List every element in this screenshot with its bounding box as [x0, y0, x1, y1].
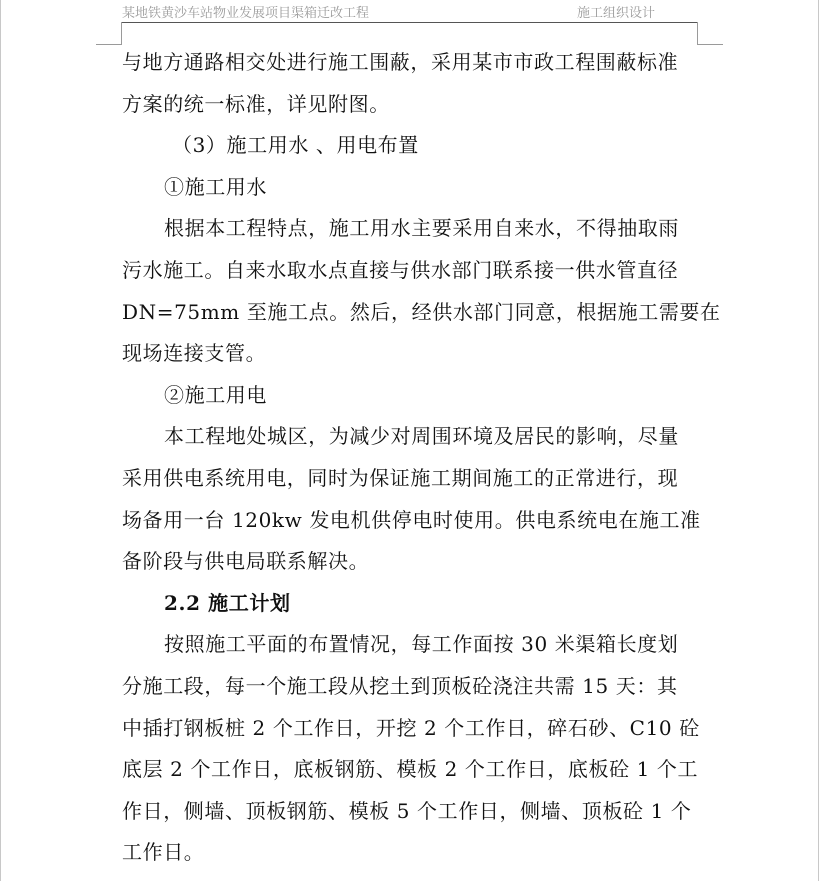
text-line: 中插打钢板桩 2 个工作日，开挖 2 个工作日，碎石砂、C10 砼: [122, 715, 700, 740]
text-line: 采用供电系统用电，同时为保证施工期间施工的正常进行，现: [122, 465, 679, 490]
text-line: 按照施工平面的布置情况，每工作面按 30 米渠箱长度划: [164, 632, 679, 657]
page-border-left: [0, 0, 1, 881]
subheading-water: ①施工用水: [164, 174, 267, 199]
text-line: 作日，侧墙、顶板钢筋、模板 5 个工作日，侧墙、顶板砼 1 个: [122, 798, 692, 823]
text-line: 现场连接支管。: [122, 341, 267, 366]
header-section-title: 施工组织设计: [577, 6, 656, 21]
header-project-title: 某地铁黄沙车站物业发展项目渠箱迁改工程: [122, 6, 370, 21]
crop-mark-left-horizontal: [96, 44, 122, 45]
text-line: 备阶段与供电局联系解决。: [122, 549, 370, 574]
text-line: 工作日。: [122, 840, 205, 865]
text-line: 场备用一台 120kw 发电机供停电时使用。供电系统电在施工准: [122, 507, 701, 532]
text-line: 底层 2 个工作日，底板钢筋、模板 2 个工作日，底板砼 1 个工: [122, 757, 699, 782]
text-line: 方案的统一标准，详见附图。: [122, 91, 390, 116]
text-line: 根据本工程特点，施工用水主要采用自来水，不得抽取雨: [164, 216, 679, 241]
crop-mark-right-horizontal: [697, 44, 723, 45]
text-line: 与地方通路相交处进行施工围蔽，采用某市市政工程围蔽标准: [122, 50, 679, 74]
text-line: DN=75mm 至施工点。然后，经供水部门同意，根据施工需要在: [122, 299, 721, 324]
document-body: [122, 42, 721, 874]
text-line: 本工程地处城区，为减少对周围环境及居民的影响，尽量: [164, 424, 679, 449]
subheading-power: ②施工用电: [164, 382, 267, 407]
text-line: 污水施工。自来水取水点直接与供水部门联系接一供水管直径: [122, 257, 679, 282]
subheading-water-power: （3）施工用水 、用电布置: [172, 133, 419, 158]
page-header: [122, 0, 697, 23]
text-line: 分施工段，每一个施工段从挖土到顶板砼浇注共需 15 天：其: [122, 673, 678, 698]
section-heading-construction-plan: 2.2 施工计划: [164, 590, 291, 615]
